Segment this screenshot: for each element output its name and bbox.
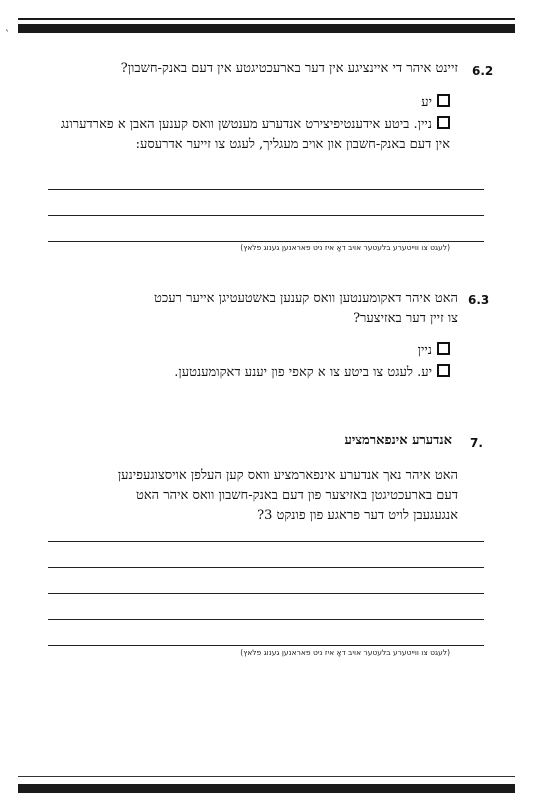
answer-line[interactable] (48, 241, 484, 242)
section-7-body: האט איהר נאך אנדערע אינפארמציע וואס קען העלפן אויסצוגעפינען דעם בארעכטיגטן באזיצער פון דעם באנק-חשבון וואס איהר האט אנגעגעבן לויט דער פראגע פון פונקט 3? (117, 468, 458, 523)
extra-pages-note: (לעגט צו ווייטערע בלעטער אויב דאָ איז ניט פאראנען גענוג פלאץ) (240, 243, 450, 252)
answer-line[interactable] (48, 567, 484, 568)
answer-line[interactable] (48, 593, 484, 594)
checkbox-icon[interactable] (437, 364, 450, 377)
top-rule-thick (18, 24, 515, 33)
option-6-3-yes[interactable] (100, 363, 450, 383)
checkbox-icon[interactable] (437, 342, 450, 355)
option-6-2-yes-label: יע (421, 95, 432, 110)
question-number-6-2: 6.2 (472, 64, 494, 78)
answer-line[interactable] (48, 215, 484, 216)
option-6-2-yes[interactable] (200, 93, 450, 113)
corner-mark: ` (5, 30, 10, 41)
option-6-3-yes-label: יע. לעגט צו ביטע צו א קאפי פון יענע דאקומענטען. (174, 365, 432, 380)
answer-line[interactable] (48, 541, 484, 542)
checkbox-icon[interactable] (437, 94, 450, 107)
extra-pages-note: (לעגט צו ווייטערע בלעטער אויב דאָ איז ניט פאראנען גענוג פלאץ) (240, 648, 450, 657)
question-number-6-3: 6.3 (468, 293, 490, 307)
option-6-3-no[interactable] (200, 341, 450, 361)
checkbox-icon[interactable] (437, 116, 450, 129)
question-6-2-text: זיינט איהר די איינציגע אין דער בארעכטיגטע אין דעם באנק-חשבון? (120, 61, 458, 76)
top-rule-thin (18, 18, 515, 20)
answer-line[interactable] (48, 189, 484, 190)
answer-line[interactable] (48, 645, 484, 646)
bottom-rule-thick (18, 784, 515, 793)
bottom-rule-thin (18, 776, 515, 777)
question-6-3-text: האט איהר דאקומענטען וואס קענען באשטעטיגן אייער רעכט צו זיין דער באזיצער? (154, 291, 458, 326)
section-number-7: 7. (470, 436, 483, 450)
answer-line[interactable] (48, 619, 484, 620)
section-7-title: אנדערע אינפארמציע (344, 433, 452, 448)
option-6-3-no-label: ניין (417, 343, 432, 358)
option-6-2-no-label: ניין. ביטע אידענטיפיצירט אנדערע מענטשן וואס קענען האבן א פארדערונג אין דעם באנק-חשבון און אויב מעגליך, לעגט צו זייער אדרעסע: (60, 117, 450, 152)
option-6-2-no[interactable] (46, 115, 450, 155)
